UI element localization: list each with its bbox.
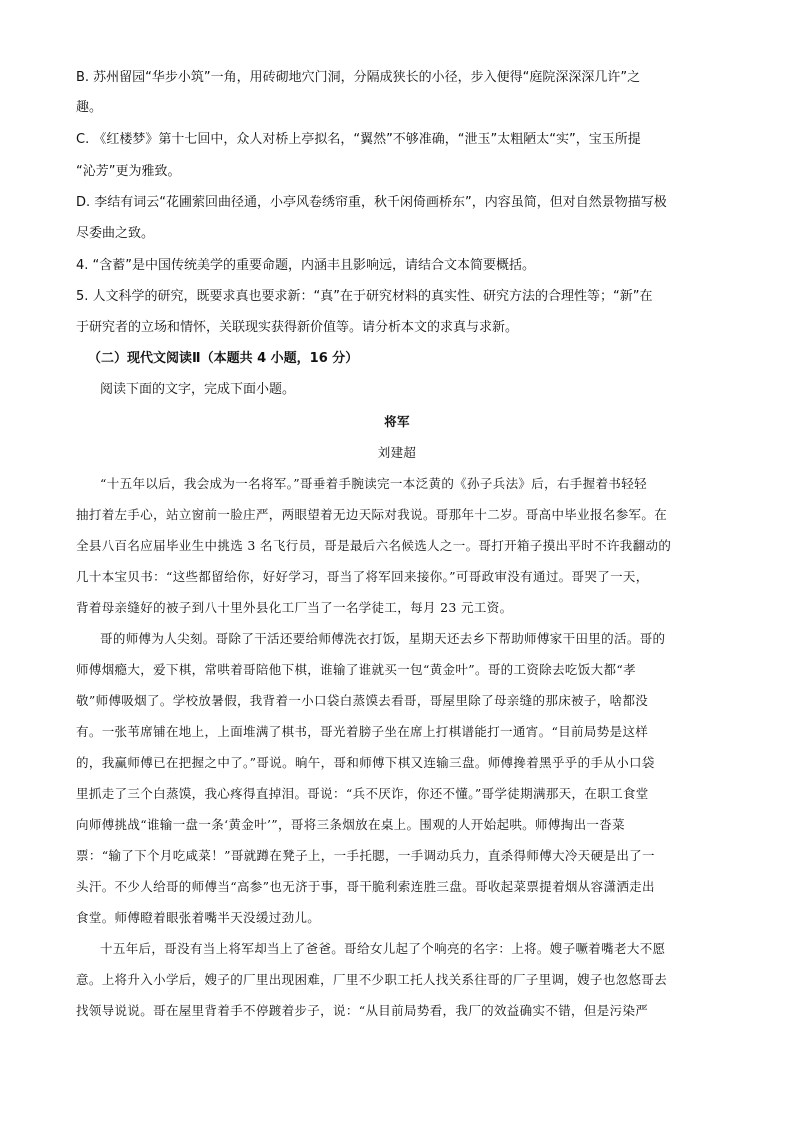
question-5-line-1: 5. 人文科学的研究，既要求真也要求新：“真”在于研究材料的真实性、研究方法的合理性等；“新”在 bbox=[76, 289, 653, 304]
story-line: 向师傅挑战“谁输一盘一条‘黄金叶’”，哥将三条烟放在桌上。围观的人开始起哄。师傅掏出一沓菜 bbox=[76, 817, 625, 832]
section-heading: （二）现代文阅读Ⅱ（本题共 4 小题，16 分） bbox=[88, 351, 359, 366]
question-5-line-2: 于研究者的立场和情怀，关联现实获得新价值等。请分析本文的求真与求新。 bbox=[76, 320, 519, 335]
story-line: 意。上将升入小学后，嫂子的厂里出现困难，厂里不少职工托人找关系往哥的厂子里调，嫂子也忽悠哥去 bbox=[76, 972, 668, 987]
story-title: 将军 bbox=[384, 414, 410, 429]
story-line: 头汗。不少人给哥的师傅当“高参”也无济于事，哥干脆利索连胜三盘。哥收起菜票提着烟从容潇洒走出 bbox=[76, 879, 655, 894]
story-line: 哥的师傅为人尖刻。哥除了干活还要给师傅洗衣打饭，星期天还去乡下帮助师傅家干田里的活。哥的 bbox=[100, 631, 666, 646]
story-line: 几十本宝贝书：“这些都留给你，好好学习，哥当了将军回来接你。”可哥政审没有通过。哥哭了一天， bbox=[76, 569, 649, 584]
story-line: 敬”师傅吸烟了。学校放暑假，我背着一小口袋白蒸馍去看哥，哥屋里除了母亲缝的那床被子，啥都没 bbox=[76, 693, 649, 708]
story-line: 十五年后，哥没有当上将军却当上了爸爸。哥给女儿起了个响亮的名字：上将。嫂子噘着嘴老大不愿 bbox=[100, 941, 666, 956]
section-instruction: 阅读下面的文字，完成下面小题。 bbox=[100, 382, 296, 397]
story-line: 抽打着左手心，站立窗前一脸庄严，两眼望着无边天际对我说。哥那年十二岁。哥高中毕业报名参军。在 bbox=[76, 507, 668, 522]
story-line: 的，我赢师傅已在把握之中了。”哥说。晌午，哥和师傅下棋又连输三盘。师傅搀着黑乎乎的手从小口袋 bbox=[76, 755, 655, 770]
option-d-line-2: 尽委曲之致。 bbox=[76, 226, 155, 241]
story-line: 找领导说说。哥在屋里背着手不停踱着步子，说：“从目前局势看，我厂的效益确实不错，但是污染严 bbox=[76, 1003, 649, 1018]
option-b-line-1: B. 苏州留园“华步小筑”一角，用砖砌地穴门洞，分隔成狭长的小径，步入便得“庭院深深深几许”之 bbox=[76, 70, 641, 85]
story-line: “十五年以后，我会成为一名将军。”哥垂着手腕读完一本泛黄的《孙子兵法》后，右手握着书轻轻 bbox=[100, 476, 647, 491]
story-line: 票：“输了下个月吃咸菜！”哥就蹲在凳子上，一手托腮，一手调动兵力，直杀得师傅大冷天硬是出了一 bbox=[76, 848, 655, 863]
story-line: 里抓走了三个白蒸馍，我心疼得直掉泪。哥说：“兵不厌诈，你还不懂。”哥学徒期满那天，在职工食堂 bbox=[76, 786, 649, 801]
story-line: 全县八百名应届毕业生中挑选 3 名飞行员，哥是最后六名候选人之一。哥打开箱子摸出平时不许我翻动的 bbox=[76, 538, 672, 553]
option-c-line-2: “沁芳”更为雅致。 bbox=[76, 164, 181, 179]
option-b-line-2: 趣。 bbox=[76, 100, 103, 115]
story-line: 食堂。师傅瞪着眼张着嘴半天没缓过劲儿。 bbox=[76, 910, 321, 925]
story-line: 师傅烟瘾大，爱下棋，常哄着哥陪他下棋，谁输了谁就买一包“黄金叶”。哥的工资除去吃饭大都“孝 bbox=[76, 662, 636, 677]
option-c-line-1: C. 《红楼梦》第十七回中，众人对桥上亭拟名，“翼然”不够准确，“泄玉”太粗陋太“实”，宝玉所提 bbox=[76, 132, 641, 147]
story-author: 刘建超 bbox=[377, 445, 417, 460]
option-d-line-1: D. 李结有词云“花圃萦回曲径通，小亭风卷绣帘重，秋千闲倚画桥东”，内容虽简，但对自然景物描写极 bbox=[76, 195, 667, 210]
story-line: 背着母亲缝好的被子到八十里外县化工厂当了一名学徒工，每月 23 元工资。 bbox=[76, 600, 513, 615]
question-4: 4. “含蓄”是中国传统美学的重要命题，内涵丰且影响远，请结合文本简要概括。 bbox=[76, 258, 536, 273]
story-line: 有。一张苇席铺在地上，上面堆满了棋书，哥光着膀子坐在席上打棋谱能打一通宵。“目前局势是这样 bbox=[76, 724, 649, 739]
